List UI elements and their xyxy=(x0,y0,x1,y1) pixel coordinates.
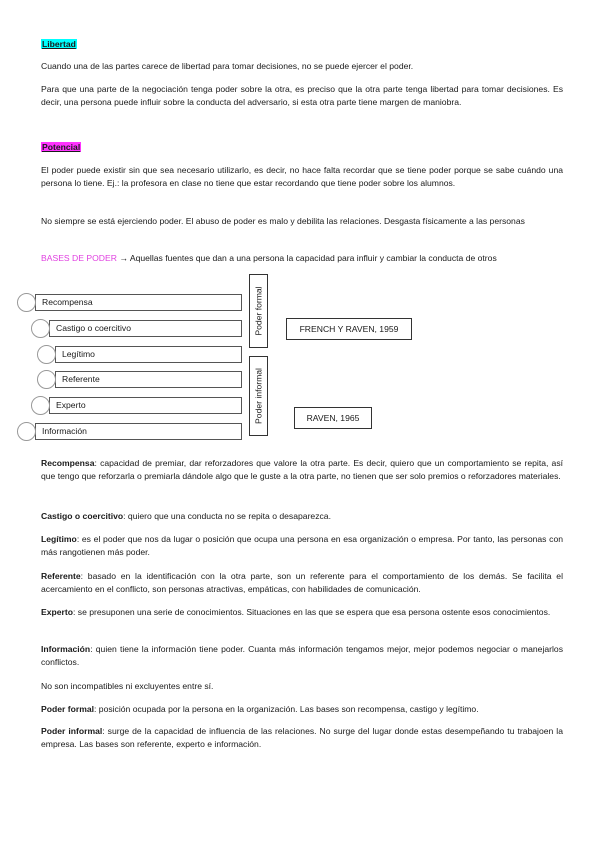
poder-formal-label: Poder formal xyxy=(253,286,263,336)
circle-icon xyxy=(37,370,56,389)
paragraph-libertad-1: Cuando una de las partes carece de libertad para tomar decisiones, no se puede ejercer el poder. xyxy=(41,61,414,71)
diagram-item-legitimo: Legítimo xyxy=(55,346,242,363)
circle-icon xyxy=(31,396,50,415)
poder-informal-box xyxy=(249,356,268,436)
circle-icon xyxy=(17,422,36,441)
definition-text: se presuponen una serie de conocimientos. Situaciones en las que se espera que esa persona ostente esos conocimientos. xyxy=(77,607,551,617)
definition-informacion xyxy=(41,643,563,669)
definition-recompensa xyxy=(41,457,563,483)
definition-sep: : xyxy=(102,726,108,736)
diagram-item-recompensa: Recompensa xyxy=(35,294,242,311)
definition-term: Recompensa xyxy=(41,458,95,468)
definition-legitimo xyxy=(41,533,563,559)
definition-referente xyxy=(41,570,563,596)
definition-text: capacidad de premiar, dar reforzadores que valore la otra parte. Es decir, quiero que un comportamiento se repita, así que tengo que reforzarla o premiarla dándole algo que le guste a la otra parte, no tienen que ser solo premios o reforzadores materiales. xyxy=(41,458,563,481)
heading-libertad xyxy=(41,38,563,51)
definition-term: Poder formal xyxy=(41,704,95,714)
libertad-highlight: Libertad xyxy=(42,39,76,49)
definition-sep: : xyxy=(94,458,101,468)
definition-experto xyxy=(41,606,563,619)
definition-text: posición ocupada por la persona en la organización. Las bases son recompensa, castigo y legítimo. xyxy=(98,704,479,714)
definition-term: Información xyxy=(41,644,91,654)
poder-formal-box xyxy=(249,274,268,348)
definition-sep: : xyxy=(90,644,96,654)
circle-icon xyxy=(31,319,50,338)
definition-text: quien tiene la información tiene poder. Cuanta más información tengamos mejor, mejor podemos negociar o manejarlos conflictos. xyxy=(41,644,563,667)
reference-raven: RAVEN, 1965 xyxy=(294,407,372,429)
arrow-icon: → xyxy=(119,253,128,263)
definition-term: Referente xyxy=(41,571,81,581)
definition-text: basado en la identificación con la otra parte, son un referente para el comportamiento de los demás. Se facilita el acercamiento en el conflicto, son personas atractivas, empáticas, con habilidades de comunicación. xyxy=(41,571,563,594)
definition-poder-informal xyxy=(41,725,563,751)
diagram-item-referente: Referente xyxy=(55,371,242,388)
reference-french-raven: FRENCH Y RAVEN, 1959 xyxy=(286,318,412,340)
poder-informal-label: Poder informal xyxy=(253,368,263,424)
paragraph-potencial-1: El poder puede existir sin que sea necesario utilizarlo, es decir, no hace falta recordar que se tiene poder porque se sabe cuándo una persona lo tiene. Ej.: la profesora en clase no tiene que estar recordando que tiene poder sobre los alumnos. xyxy=(41,165,563,188)
definition-text: quiero que una conducta no se repita o desaparezca. xyxy=(127,511,331,521)
paragraph-potencial-2: No siempre se está ejerciendo poder. El abuso de poder es malo y debilita las relaciones. Desgasta físicamente a las personas xyxy=(41,216,525,226)
definition-term: Legítimo xyxy=(41,534,77,544)
circle-icon xyxy=(37,345,56,364)
potencial-highlight: Potencial xyxy=(42,142,81,152)
definition-term: Poder informal xyxy=(41,726,103,736)
paragraph-libertad-2: Para que una parte de la negociación tenga poder sobre la otra, es preciso que la otra parte tenga libertad para tomar decisiones. Es decir, una persona puede influir sobre la conducta del adversario, si esta otra parte tiene margen de maniobra. xyxy=(41,84,563,107)
definition-sep: : xyxy=(76,534,82,544)
definition-sep: : xyxy=(73,607,78,617)
diagram-item-castigo: Castigo o coercitivo xyxy=(49,320,242,337)
paragraph-bases xyxy=(41,252,563,265)
bases-label: BASES DE PODER xyxy=(41,253,117,263)
definition-sep: : xyxy=(80,571,88,581)
definition-castigo xyxy=(41,510,563,523)
paragraph-compatibles: No son incompatibles ni excluyentes entre sí. xyxy=(41,681,214,691)
diagram-item-experto: Experto xyxy=(49,397,242,414)
definition-text: surge de la capacidad de influencia de las relaciones. No surge del lugar donde estas desempeñando tu trabajoen la empresa. Las bases son referente, experto e información. xyxy=(41,726,563,749)
definition-poder-formal xyxy=(41,703,563,716)
heading-potencial xyxy=(41,141,563,154)
definition-text: es el poder que nos da lugar o posición que ocupa una persona en esa organización o empresa. Por tanto, las personas con más rangotienen más poder. xyxy=(41,534,564,557)
definition-sep: : xyxy=(94,704,99,714)
definition-term: Experto xyxy=(41,607,73,617)
diagram-item-informacion: Información xyxy=(35,423,242,440)
definition-sep: : xyxy=(123,511,128,521)
bases-text: Aquellas fuentes que dan a una persona la capacidad para influir y cambiar la conducta de otros xyxy=(127,253,497,263)
definition-term: Castigo o coercitivo xyxy=(41,511,124,521)
circle-icon xyxy=(17,293,36,312)
